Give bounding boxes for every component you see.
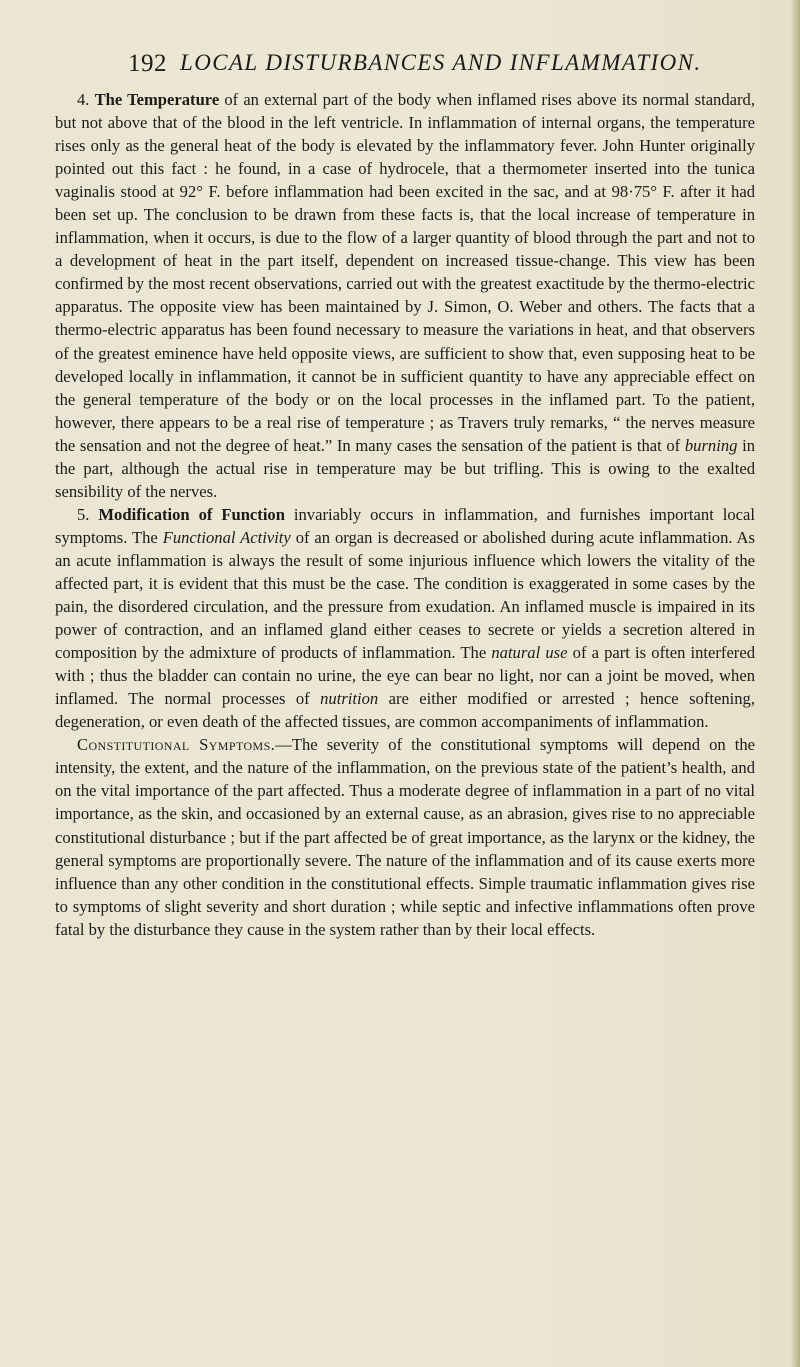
page-edge	[790, 0, 800, 1367]
section-number: 5.	[77, 504, 90, 524]
emphasis-nutrition: nutrition	[320, 689, 379, 709]
paragraph-text: in the part, although the actual rise in temperature may be but trifling. This is owing to the exalted sensibility of the nerves.	[55, 435, 755, 501]
section-heading-temperature: The Temperature	[94, 90, 220, 109]
section-heading-function: Modification of Function	[98, 504, 285, 524]
page-header	[128, 50, 708, 82]
paragraph-temperature	[55, 88, 755, 503]
emphasis-burning: burning	[684, 435, 738, 455]
paragraph-text: —The severity of the constitutional symptoms will depend on the intensity, the extent, and the nature of the inflammation, on the previous state of the patient’s health, and on the vital importance of the part affected. Thus a moderate degree of inflammation in a part of no vital importance, as the skin, and occasioned by an external cause, as an abrasion, gives rise to no appreciable constitutional disturbance ; but if the part affected be of great importance, as the larynx or the kidney, the general symptoms are proportionally severe. The nature of the inflammation and of its cause exerts more influence than any other condition in the constitutional effects. Simple traumatic inflammation gives rise to symptoms of slight severity and short duration ; while septic and infective inflammations often prove fatal by the disturbance they cause in the system rather than by their local effects.	[55, 735, 756, 939]
paragraph-constitutional-symptoms	[55, 733, 755, 940]
emphasis-functional-activity: Functional Activity	[162, 527, 291, 547]
paragraph-text: invariably occurs in inflammation, and furnishes important local symptoms. The	[55, 504, 755, 547]
section-heading-constitutional: Constitutional Symptoms.	[77, 735, 276, 755]
paragraph-text: are either modified or arrested ; hence softening, degeneration, or even death of the affected tissues, are common accompaniments of inflammation.	[55, 689, 755, 732]
paragraph-text: of a part is often interfered with ; thus the bladder can contain no urine, the eye can bear no light, nor can a joint be moved, when inflamed. The normal processes of	[55, 643, 755, 709]
section-number: 4.	[77, 90, 90, 109]
paragraph-text: of an organ is decreased or abolished during acute inflammation. As an acute inflammation is always the result of some injurious influence which lowers the vitality of the affected part, it is evident that this must be the case. The condition is exaggerated in some cases by the pain, the disordered circulation, and the pressure from exudation. An inflamed muscle is impaired in its power of contraction, and an inflamed gland either ceases to secrete or yields a secretion altered in composition by the admixture of products of inflammation. The	[55, 527, 755, 663]
paragraph-modification-of-function	[55, 503, 755, 733]
paragraph-text: of an external part of the body when inflamed rises above its normal standard, but not above that of the blood in the left ventricle. In inflammation of internal organs, the temperature rises only as the general heat of the body is elevated by the inflammatory fever. John Hunter originally pointed out this fact : he found, in a case of hydrocele, that a thermometer inserted into the tunica vaginalis stood at 92° F. before inflammation had been excited in the sac, and at 98·75° F. after it had been set up. The conclusion to be drawn from these facts is, that the local increase of temperature in inflammation, when it occurs, is due to the flow of a larger quantity of blood through the part and not to a development of heat in the part itself, dependent on increased tissue-change. This view has been confirmed by the most recent observations, carried out with the greatest exactitude by the thermo-electric apparatus. The opposite view has been maintained by J. Simon, O. Weber and others. The facts that a thermo-electric apparatus has been found necessary to measure the variations in heat, and that observers of the greatest eminence have held opposite views, are sufficient to show that, even supposing heat to be developed locally in inflammation, it cannot be in sufficient quantity to have any appreciable effect on the general temperature of the body or on the local processes in the inflamed part. To the patient, however, there appears to be a real rise of temperature ; as Travers truly remarks, “ the nerves measure the sensation and not the degree of heat.” In many cases the sensation of the patient is that of	[55, 90, 755, 455]
page-number: 192	[128, 50, 167, 77]
body-text	[55, 88, 755, 941]
running-title: LOCAL DISTURBANCES AND INFLAMMATION.	[180, 50, 702, 75]
emphasis-natural-use: natural use	[491, 643, 568, 663]
